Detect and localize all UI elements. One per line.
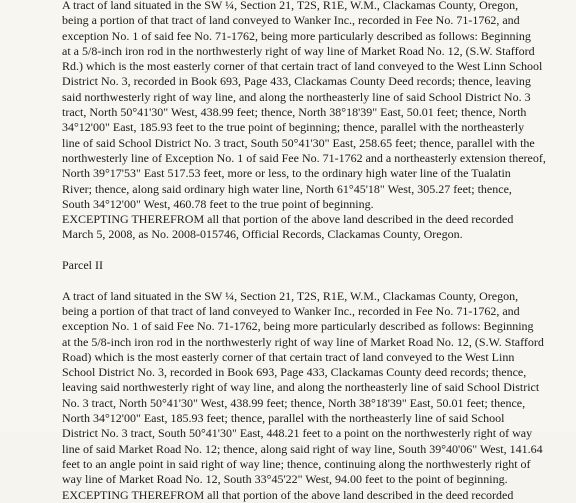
parcel-two-line: Road) which is the most easterly corner of that certain tract of land conveyed to the West Linn bbox=[62, 349, 515, 364]
parcel-two-line: District No. 3 tract, South 50°41'30" East, 448.21 feet to a point on the northwesterly right of way bbox=[62, 426, 533, 441]
paragraph-gap bbox=[62, 243, 546, 258]
parcel-two-section bbox=[62, 289, 546, 503]
parcel-one-line: being a portion of that tract of land conveyed to Wanker Inc., recorded in Fee No. 71-1762, and bbox=[62, 13, 520, 28]
parcel-two-line: way line of Market Road No. 12, South 33°45'22" West, 94.00 feet to the point of beginning. bbox=[62, 472, 508, 487]
parcel-one-line: tract, North 50°41'30" West, 438.99 feet; thence, North 38°18'39" East, 50.01 feet; thence, North bbox=[62, 105, 527, 120]
parcel-two-line: No. 3 tract, North 50°41'30" West, 438.99 feet; thence, North 38°18'39" East, 50.01 feet; thence, bbox=[62, 395, 526, 410]
parcel-one-exception-line: EXCEPTING THEREFROM all that portion of the above land described in the deed recorded bbox=[62, 212, 514, 227]
parcel-one-line: District No. 3, recorded in Book 693, Page 433, Clackamas County Deed records; thence, leaving bbox=[62, 74, 531, 89]
parcel-two-line: A tract of land situated in the SW ¼, Section 21, T2S, R1E, W.M., Clackamas County, Oregon, bbox=[62, 288, 519, 303]
parcel-one-section bbox=[62, 0, 546, 243]
parcel-two-line: feet to an angle point in said right of way line; thence, continuing along the northwesterly right of bbox=[62, 456, 531, 471]
parcel-one-exception-line: March 5, 2008, as No. 2008-015746, Official Records, Clackamas County, Oregon. bbox=[62, 227, 463, 242]
parcel-one-line: South 34°12'00" West, 460.78 feet to the true point of beginning. bbox=[62, 196, 374, 211]
parcel-one-line: North 39°17'53" East 517.53 feet, more or less, to the ordinary high water line of the Tualatin bbox=[62, 166, 511, 181]
legal-description bbox=[62, 0, 546, 503]
parcel-two-line: exception No. 1 of said Fee No. 71-1762, being more particularly described as follows: Beginning bbox=[62, 319, 534, 334]
parcel-two-line: leaving said northwesterly right of way line, and along the northeasterly line of said School District bbox=[62, 380, 540, 395]
parcel-two-line: at the 5/8-inch iron rod in the northwesterly right of way line of Market Road No. 12, (S.W. Stafford bbox=[62, 334, 544, 349]
parcel-one-line: River; thence, along said ordinary high water line, North 61°45'18" West, 305.27 feet; thence, bbox=[62, 181, 512, 196]
parcel-one-line: northwesterly line of Exception No. 1 of said Fee No. 71-1762 and a northeasterly extension thereof, bbox=[62, 150, 546, 165]
parcel-one-line: 34°12'00" East, 185.93 feet to the true point of beginning; thence, parallel with the northeasterly bbox=[62, 120, 525, 135]
parcel-two-heading: Parcel II bbox=[62, 258, 103, 273]
parcel-one-line: Rd.) which is the most easterly corner of that certain tract of land conveyed to the West Linn School bbox=[62, 59, 543, 74]
parcel-two-line: line of said Market Road No. 12; thence, along said right of way line, South 39°40'06" West, 141.64 bbox=[62, 441, 543, 456]
parcel-two-line: School District No. 3, recorded in Book 693, Page 433, Clackamas County deed records; thence, bbox=[62, 365, 527, 380]
parcel-one-line: at a 5/8-inch iron rod in the northwesterly right of way line of Market Road No. 12, (S.W. Stafford bbox=[62, 43, 535, 58]
parcel-two-line: being a portion of that tract of land conveyed to Wanker Inc., recorded in Fee No. 71-1762, and bbox=[62, 303, 520, 318]
parcel-one-line: said northwesterly right of way line, and along the northeasterly line of said School District No. 3 bbox=[62, 89, 531, 104]
parcel-one-line: line of said School District No. 3 tract, South 50°41'30" East, 258.65 feet; thence, parallel with the bbox=[62, 135, 535, 150]
parcel-one-line: exception No. 1 of said fee No. 71-1762, being more particularly described as follows: Beginning bbox=[62, 28, 531, 43]
parcel-one-line: A tract of land situated in the SW ¼, Section 21, T2S, R1E, W.M., Clackamas County, Oregon, bbox=[62, 0, 519, 12]
paragraph-gap bbox=[62, 273, 546, 288]
parcel-two-exception-line: EXCEPTING THEREFROM all that portion of the above land described in the deed recorded bbox=[62, 487, 514, 502]
parcel-two-line: North 34°12'00" East, 185.93 feet; thence, parallel with the northeasterly line of said School bbox=[62, 411, 505, 426]
